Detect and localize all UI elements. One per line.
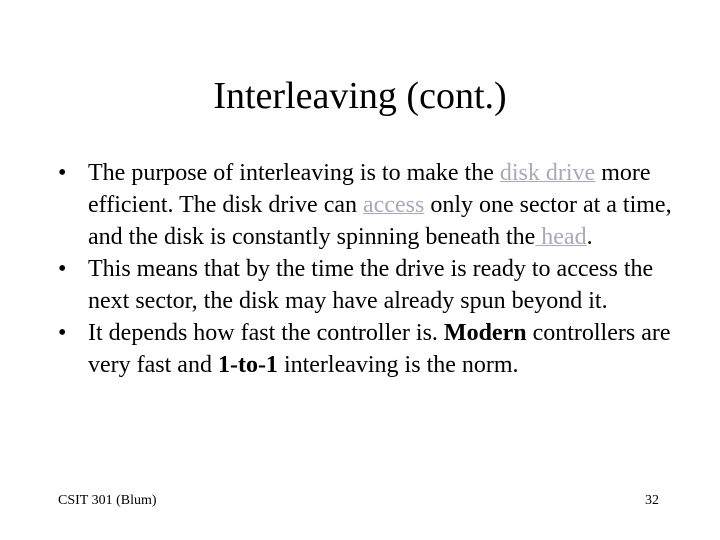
bullet-item <box>58 253 688 317</box>
bullet-text: It depends how fast the controller is. <box>88 320 444 346</box>
bullet-list <box>58 157 688 381</box>
bullet-text: This means that by the time the drive is ready to access the next sector, the disk may have already spun beyond it. <box>88 256 654 314</box>
slide-title: Interleaving (cont.) <box>213 75 507 117</box>
bold-text: Modern <box>443 320 527 346</box>
bullet-text: more efficient. The disk drive can <box>88 160 651 218</box>
bullet-text: The purpose of interleaving is to make the <box>88 160 500 186</box>
bullet-text: interleaving is the norm. <box>277 352 519 378</box>
bullet-item <box>58 157 688 253</box>
disk-drive-link[interactable]: disk drive <box>499 160 596 186</box>
footer-course: CSIT 301 (Blum) <box>58 493 157 508</box>
bullet-dot: • <box>58 160 67 186</box>
access-link[interactable]: access <box>363 192 425 218</box>
bullet-item <box>58 317 688 381</box>
page-number: 32 <box>645 493 659 508</box>
bullet-dot: • <box>58 256 67 282</box>
head-link[interactable]: head <box>535 224 587 250</box>
bullet-text: . <box>586 224 593 250</box>
bullet-dot: • <box>58 320 67 346</box>
bullet-text: only one sector at a time, and the disk is constantly spinning beneath the <box>88 192 672 250</box>
bold-text: 1-to-1 <box>217 352 278 378</box>
bullet-text: controllers are very fast and <box>88 320 671 378</box>
